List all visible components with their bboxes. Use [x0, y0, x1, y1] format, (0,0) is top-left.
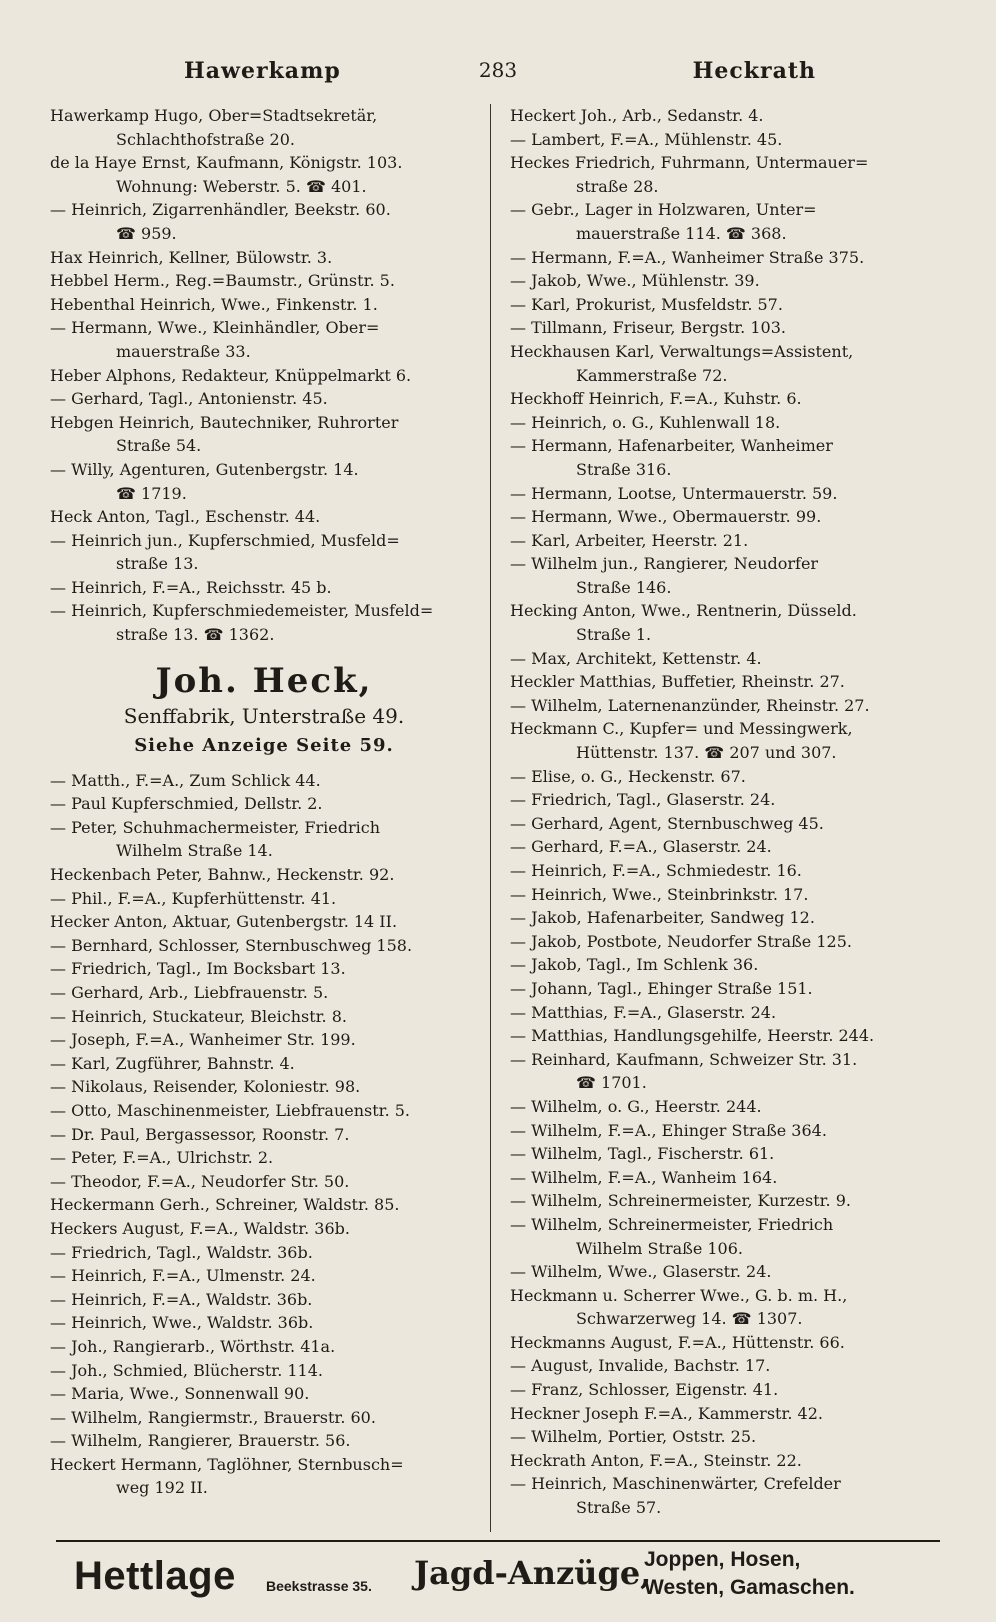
entry-line: — Elise, o. G., Heckenstr. 67.	[510, 766, 746, 786]
directory-entry	[510, 765, 940, 789]
entry-line: — Max, Architekt, Kettenstr. 4.	[510, 648, 762, 668]
entry-line: — Jakob, Postbote, Neudorfer Straße 125.	[510, 931, 852, 951]
directory-entry	[510, 812, 940, 836]
footer-address: Beekstrasse 35.	[266, 1578, 372, 1594]
directory-entry	[50, 529, 478, 576]
directory-entry	[510, 269, 940, 293]
entry-line: — Heinrich, Maschinenwärter, Crefelder	[510, 1474, 841, 1494]
entry-line: — Bernhard, Schlosser, Sternbuschweg 158.	[50, 935, 413, 955]
entry-line: — Gebr., Lager in Holzwaren, Unter=	[510, 200, 817, 220]
directory-entry	[50, 1241, 478, 1265]
entry-continuation: weg 192 II.	[116, 1478, 208, 1498]
directory-entry	[50, 934, 478, 958]
directory-entry	[50, 1123, 478, 1147]
entry-line: Hebbel Herm., Reg.=Baumstr., Grünstr. 5.	[50, 271, 395, 291]
directory-entry	[50, 151, 478, 198]
entry-line: — Heinrich jun., Kupferschmied, Musfeld=	[50, 530, 400, 550]
directory-entry	[50, 246, 478, 270]
entry-line: — Hermann, F.=A., Wanheimer Straße 375.	[510, 247, 865, 267]
entry-line: — Hermann, Wwe., Obermauerstr. 99.	[510, 507, 822, 527]
entry-line: Heber Alphons, Redakteur, Knüppelmarkt 6.	[50, 365, 412, 385]
entry-line: — Wilhelm, F.=A., Ehinger Straße 364.	[510, 1120, 827, 1140]
directory-entry	[50, 816, 478, 863]
entry-line: — Wilhelm, Wwe., Glaserstr. 24.	[510, 1262, 772, 1282]
entry-line: Heckner Joseph F.=A., Kammerstr. 42.	[510, 1403, 823, 1423]
directory-entry	[510, 1354, 940, 1378]
entry-line: — Gerhard, Agent, Sternbuschweg 45.	[510, 813, 824, 833]
entry-line: — Peter, Schuhmachermeister, Friedrich	[50, 817, 381, 837]
directory-entry	[510, 293, 940, 317]
entry-line: — Wilhelm, Schreinermeister, Friedrich	[510, 1214, 834, 1234]
directory-entry	[510, 1331, 940, 1355]
directory-entry	[510, 859, 940, 883]
entry-line: — Karl, Zugführer, Bahnstr. 4.	[50, 1053, 295, 1073]
ad-company-name: Joh. Heck,	[155, 660, 373, 701]
entry-line: — Wilhelm, F.=A., Wanheim 164.	[510, 1167, 778, 1187]
entry-line: Heckers August, F.=A., Waldstr. 36b.	[50, 1218, 350, 1238]
entry-line: — Wilhelm, o. G., Heerstr. 244.	[510, 1096, 762, 1116]
entry-line: — Heinrich, Kupferschmiedemeister, Musfeld=	[50, 601, 434, 621]
directory-entry	[50, 910, 478, 934]
directory-entry	[50, 957, 478, 981]
directory-entry	[510, 930, 940, 954]
left-entries-bottom	[50, 769, 478, 1500]
directory-entry	[510, 316, 940, 340]
entry-line: — Jakob, Hafenarbeiter, Sandweg 12.	[510, 908, 815, 928]
entry-continuation: ☎ 1701.	[576, 1073, 647, 1093]
entry-line: — Heinrich, F.=A., Waldstr. 36b.	[50, 1289, 313, 1309]
entry-line: Hebenthal Heinrich, Wwe., Finkenstr. 1.	[50, 294, 378, 314]
directory-entry	[50, 792, 478, 816]
entry-line: — Friedrich, Tagl., Glaserstr. 24.	[510, 790, 776, 810]
directory-entry	[50, 505, 478, 529]
entry-line: — Wilhelm, Rangiermstr., Brauerstr. 60.	[50, 1407, 376, 1427]
directory-entry	[510, 599, 940, 646]
entry-continuation: Straße 57.	[576, 1498, 662, 1518]
directory-entry	[510, 552, 940, 599]
entry-line: — Theodor, F.=A., Neudorfer Str. 50.	[50, 1171, 350, 1191]
entry-line: — Otto, Maschinenmeister, Liebfrauenstr. 5.	[50, 1100, 410, 1120]
directory-entry	[510, 246, 940, 270]
header-right-keyword: Heckrath	[692, 58, 816, 84]
entry-continuation: Kammerstraße 72.	[576, 365, 728, 385]
directory-entry	[510, 694, 940, 718]
directory-entry	[510, 670, 940, 694]
entry-line: — Wilhelm, Schreinermeister, Kurzestr. 9.	[510, 1191, 851, 1211]
footer-brand: Hettlage	[74, 1554, 236, 1598]
entry-line: Heckes Friedrich, Fuhrmann, Untermauer=	[510, 153, 869, 173]
entry-line: Heckhoff Heinrich, F.=A., Kuhstr. 6.	[510, 389, 802, 409]
directory-entry	[50, 1005, 478, 1029]
entry-line: — Wilhelm, Rangierer, Brauerstr. 56.	[50, 1431, 351, 1451]
directory-entry	[50, 458, 478, 505]
footer-items-line-2: Westen, Gamaschen.	[644, 1576, 855, 1599]
ad-see-page: Siehe Anzeige Seite 59.	[134, 734, 394, 756]
directory-entry	[510, 128, 940, 152]
directory-entry	[510, 1189, 940, 1213]
directory-entry	[510, 387, 940, 411]
entry-line: — Wilhelm, Tagl., Fischerstr. 61.	[510, 1144, 775, 1164]
directory-entry	[50, 1288, 478, 1312]
directory-entry	[50, 1453, 478, 1500]
directory-entry	[50, 198, 478, 245]
entry-continuation: straße 28.	[576, 176, 659, 196]
entry-line: — Tillmann, Friseur, Bergstr. 103.	[510, 318, 786, 338]
page-number: 283	[478, 58, 518, 82]
directory-entry	[510, 1142, 940, 1166]
directory-entry	[50, 293, 478, 317]
entry-line: — Peter, F.=A., Ulrichstr. 2.	[50, 1148, 274, 1168]
entry-continuation: Schwarzerweg 14. ☎ 1307.	[576, 1309, 803, 1329]
entry-line: Heckermann Gerh., Schreiner, Waldstr. 85.	[50, 1195, 400, 1215]
entry-line: — Lambert, F.=A., Mühlenstr. 45.	[510, 129, 783, 149]
entry-line: — Friedrich, Tagl., Waldstr. 36b.	[50, 1242, 313, 1262]
entry-line: — Dr. Paul, Bergassessor, Roonstr. 7.	[50, 1124, 350, 1144]
entry-line: Heckhausen Karl, Verwaltungs=Assistent,	[510, 341, 854, 361]
entry-line: — Karl, Arbeiter, Heerstr. 21.	[510, 530, 749, 550]
directory-entry	[50, 269, 478, 293]
entry-line: — Matthias, Handlungsgehilfe, Heerstr. 244.	[510, 1026, 875, 1046]
directory-entry	[510, 977, 940, 1001]
directory-entry	[510, 883, 940, 907]
directory-entry	[510, 1119, 940, 1143]
entry-continuation: ☎ 959.	[116, 223, 177, 243]
entry-line: — Franz, Schlosser, Eigenstr. 41.	[510, 1380, 779, 1400]
entry-line: — Johann, Tagl., Ehinger Straße 151.	[510, 978, 813, 998]
header-left-keyword: Hawerkamp	[184, 58, 341, 84]
directory-entry	[510, 411, 940, 435]
directory-entry	[50, 1146, 478, 1170]
directory-entry	[50, 1335, 478, 1359]
directory-entry	[50, 1075, 478, 1099]
entry-continuation: Schlachthofstraße 20.	[116, 129, 295, 149]
directory-entry	[510, 1425, 940, 1449]
entry-continuation: Straße 316.	[576, 459, 672, 479]
entry-line: — Matthias, F.=A., Glaserstr. 24.	[510, 1002, 777, 1022]
entry-line: — Reinhard, Kaufmann, Schweizer Str. 31.	[510, 1049, 858, 1069]
entry-line: — Nikolaus, Reisender, Koloniestr. 98.	[50, 1077, 361, 1097]
directory-entry	[50, 104, 478, 151]
entry-line: Heckrath Anton, F.=A., Steinstr. 22.	[510, 1450, 802, 1470]
entry-line: — Joh., Rangierarb., Wörthstr. 41a.	[50, 1336, 336, 1356]
advertisement-joh-heck	[50, 661, 478, 761]
footer-advertisement	[74, 1548, 934, 1608]
entry-line: — Heinrich, Stuckateur, Bleichstr. 8.	[50, 1006, 347, 1026]
directory-entry	[50, 1170, 478, 1194]
entry-line: — Phil., F.=A., Kupferhüttenstr. 41.	[50, 888, 337, 908]
right-entries	[510, 104, 940, 1520]
entry-line: — Gerhard, Tagl., Antonienstr. 45.	[50, 389, 328, 409]
column-divider	[490, 104, 491, 1532]
directory-entry	[510, 1402, 940, 1426]
entry-continuation: Wilhelm Straße 106.	[576, 1238, 743, 1258]
right-column	[510, 104, 940, 1520]
entry-line: Hebgen Heinrich, Bautechniker, Ruhrorter	[50, 412, 399, 432]
entry-continuation: Wilhelm Straße 14.	[116, 841, 273, 861]
directory-entry	[510, 1284, 940, 1331]
directory-entry	[50, 387, 478, 411]
entry-line: — Willy, Agenturen, Gutenbergstr. 14.	[50, 459, 359, 479]
entry-line: Hawerkamp Hugo, Ober=Stadtsekretär,	[50, 106, 378, 125]
entry-line: — Jakob, Wwe., Mühlenstr. 39.	[510, 271, 760, 291]
entry-line: — Friedrich, Tagl., Im Bocksbart 13.	[50, 959, 346, 979]
entry-line: — Gerhard, F.=A., Glaserstr. 24.	[510, 837, 772, 857]
ad-company-detail: Senffabrik, Unterstraße 49.	[123, 703, 405, 728]
entry-continuation: Straße 1.	[576, 625, 652, 645]
directory-entry	[50, 1406, 478, 1430]
directory-entry	[50, 1429, 478, 1453]
directory-entry	[510, 1095, 940, 1119]
entry-line: — Hermann, Hafenarbeiter, Wanheimer	[510, 436, 833, 456]
directory-entry	[510, 1166, 940, 1190]
directory-entry	[50, 981, 478, 1005]
entry-line: Heckler Matthias, Buffetier, Rheinstr. 27.	[510, 672, 845, 692]
directory-entry	[510, 953, 940, 977]
directory-entry	[510, 1449, 940, 1473]
entry-line: Hecking Anton, Wwe., Rentnerin, Düsseld.	[510, 601, 857, 621]
entry-line: — Hermann, Wwe., Kleinhändler, Ober=	[50, 318, 380, 338]
directory-entry	[50, 1311, 478, 1335]
directory-entry	[510, 151, 940, 198]
directory-entry	[510, 788, 940, 812]
entry-line: Heckmann u. Scherrer Wwe., G. b. m. H.,	[510, 1285, 848, 1305]
entry-line: — Heinrich, Wwe., Steinbrinkstr. 17.	[510, 884, 809, 904]
directory-entry	[50, 364, 478, 388]
entry-line: Heckenbach Peter, Bahnw., Heckenstr. 92.	[50, 865, 395, 885]
entry-line: — Gerhard, Arb., Liebfrauenstr. 5.	[50, 983, 329, 1002]
entry-line: — Paul Kupferschmied, Dellstr. 2.	[50, 794, 323, 814]
directory-entry	[50, 1028, 478, 1052]
directory-entry	[510, 1001, 940, 1025]
page-header	[60, 58, 936, 92]
entry-continuation: Hüttenstr. 137. ☎ 207 und 307.	[576, 743, 837, 763]
entry-line: Hax Heinrich, Kellner, Bülowstr. 3.	[50, 247, 333, 267]
entry-line: — Jakob, Tagl., Im Schlenk 36.	[510, 955, 759, 975]
directory-entry	[50, 1382, 478, 1406]
directory-entry	[510, 505, 940, 529]
directory-entry	[510, 906, 940, 930]
entry-line: — Heinrich, F.=A., Ulmenstr. 24.	[50, 1266, 316, 1286]
entry-line: — Heinrich, F.=A., Reichsstr. 45 b.	[50, 577, 332, 597]
footer-items-line-1: Joppen, Hosen,	[644, 1548, 801, 1571]
directory-entry	[510, 1260, 940, 1284]
directory-entry	[50, 316, 478, 363]
entry-line: — Wilhelm jun., Rangierer, Neudorfer	[510, 554, 819, 574]
directory-entry	[510, 1472, 940, 1519]
entry-line: — Heinrich, Zigarrenhändler, Beekstr. 60.	[50, 200, 391, 220]
entry-line: — Heinrich, o. G., Kuhlenwall 18.	[510, 412, 781, 432]
entry-line: — Wilhelm, Portier, Oststr. 25.	[510, 1427, 757, 1447]
entry-line: — Matth., F.=A., Zum Schlick 44.	[50, 770, 321, 790]
entry-continuation: mauerstraße 114. ☎ 368.	[576, 223, 787, 243]
entry-line: — Maria, Wwe., Sonnenwall 90.	[50, 1384, 310, 1404]
directory-entry	[50, 769, 478, 793]
directory-entry	[50, 411, 478, 458]
entry-line: Heckmanns August, F.=A., Hüttenstr. 66.	[510, 1332, 845, 1352]
footer-rule	[56, 1540, 940, 1542]
entry-line: — Joh., Schmied, Blücherstr. 114.	[50, 1360, 323, 1380]
directory-entry	[510, 198, 940, 245]
directory-entry	[510, 717, 940, 764]
left-column	[50, 104, 478, 1500]
directory-entry	[510, 835, 940, 859]
entry-continuation: ☎ 1719.	[116, 483, 187, 503]
directory-entry	[50, 887, 478, 911]
entry-line: — Wilhelm, Laternenanzünder, Rheinstr. 27.	[510, 695, 870, 715]
entry-line: — August, Invalide, Bachstr. 17.	[510, 1356, 771, 1376]
entry-continuation: Straße 54.	[116, 436, 202, 456]
footer-product: Jagd-Anzüge,	[414, 1554, 652, 1592]
directory-entry	[50, 863, 478, 887]
directory-entry	[510, 1378, 940, 1402]
entry-line: — Heinrich, Wwe., Waldstr. 36b.	[50, 1313, 314, 1333]
entry-line: Heck Anton, Tagl., Eschenstr. 44.	[50, 507, 321, 527]
directory-entry	[50, 1264, 478, 1288]
entry-continuation: Wohnung: Weberstr. 5. ☎ 401.	[116, 176, 367, 196]
directory-entry	[50, 1052, 478, 1076]
directory-entry	[510, 647, 940, 671]
entry-line: Hecker Anton, Aktuar, Gutenbergstr. 14 II.	[50, 912, 398, 932]
entry-line: Heckert Hermann, Taglöhner, Sternbusch=	[50, 1454, 404, 1474]
directory-entry	[510, 340, 940, 387]
directory-entry	[50, 576, 478, 600]
directory-entry	[510, 1024, 940, 1048]
directory-entry	[510, 529, 940, 553]
entry-line: — Joseph, F.=A., Wanheimer Str. 199.	[50, 1030, 356, 1050]
directory-entry	[50, 1193, 478, 1217]
directory-entry	[510, 434, 940, 481]
entry-line: — Karl, Prokurist, Musfeldstr. 57.	[510, 294, 783, 314]
directory-entry	[510, 482, 940, 506]
entry-line: de la Haye Ernst, Kaufmann, Königstr. 103.	[50, 153, 403, 173]
entry-line: — Hermann, Lootse, Untermauerstr. 59.	[510, 483, 838, 503]
entry-continuation: straße 13. ☎ 1362.	[116, 625, 275, 645]
entry-continuation: mauerstraße 33.	[116, 341, 251, 361]
directory-entry	[50, 1217, 478, 1241]
entry-line: — Heinrich, F.=A., Schmiedestr. 16.	[510, 861, 802, 880]
directory-entry	[510, 1213, 940, 1260]
left-entries-top	[50, 104, 478, 647]
entry-continuation: Straße 146.	[576, 577, 672, 597]
directory-entry	[510, 104, 940, 128]
directory-entry	[50, 1359, 478, 1383]
entry-line: Heckmann C., Kupfer= und Messingwerk,	[510, 719, 853, 739]
directory-entry	[510, 1048, 940, 1095]
entry-line: Heckert Joh., Arb., Sedanstr. 4.	[510, 106, 764, 125]
directory-entry	[50, 599, 478, 646]
directory-entry	[50, 1099, 478, 1123]
entry-continuation: straße 13.	[116, 554, 199, 574]
